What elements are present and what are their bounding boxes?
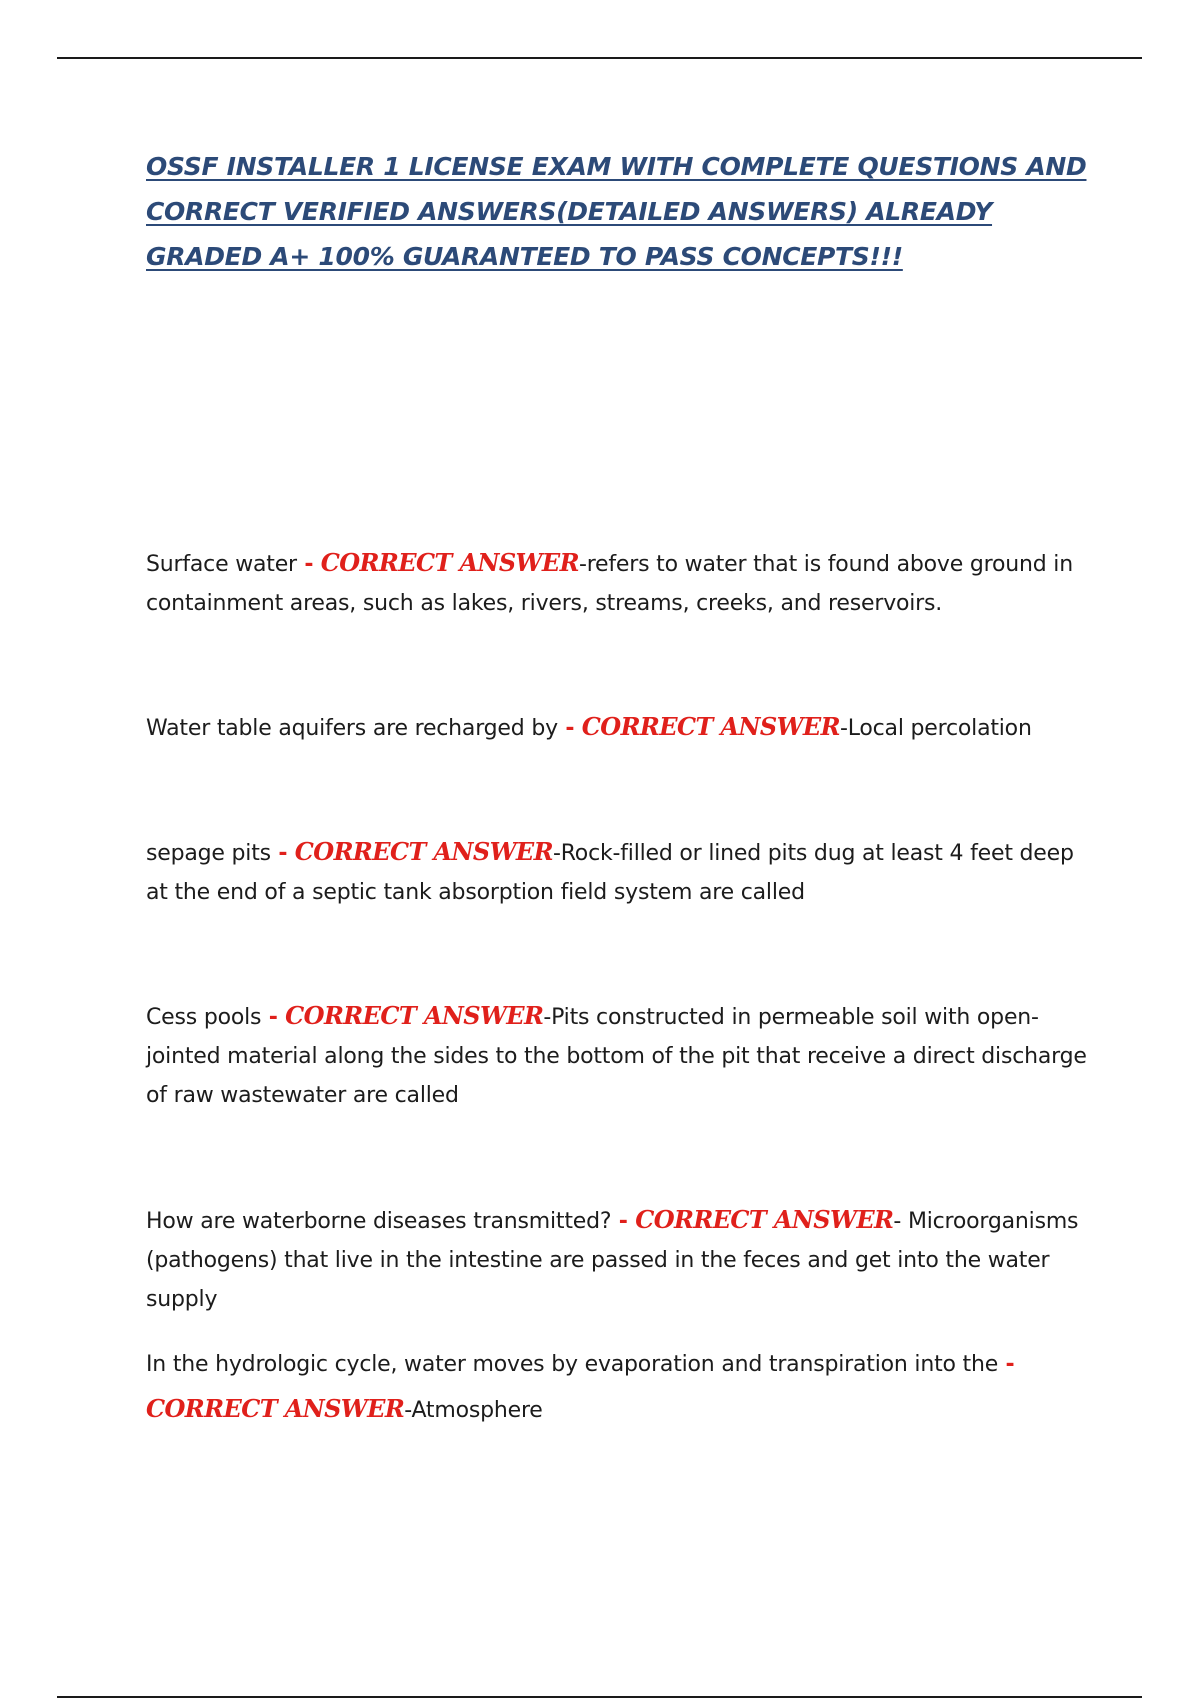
correct-answer-label: CORRECT ANSWER: [635, 1205, 894, 1234]
question-text: sepage pits: [146, 841, 271, 866]
correct-answer-label: CORRECT ANSWER: [146, 1394, 405, 1423]
question-text: Water table aquifers are recharged by: [146, 716, 558, 741]
qa-item: [146, 1343, 1096, 1433]
question-text: In the hydrologic cycle, water moves by evaporation and transpiration into the: [146, 1352, 999, 1377]
separator: -: [611, 1209, 636, 1234]
separator: -: [998, 1352, 1015, 1377]
top-rule: [57, 57, 1142, 59]
correct-answer-label: CORRECT ANSWER: [320, 548, 579, 577]
bottom-rule: [57, 1696, 1142, 1698]
document-title: OSSF INSTALLER 1 LICENSE EXAM WITH COMPLETE QUESTIONS AND CORRECT VERIFIED ANSWERS(DETAILED ANSWERS) ALREADY GRADED A+ 100% GUARANTEED TO PASS CONCEPTS!!!: [146, 152, 1087, 271]
correct-answer-label: CORRECT ANSWER: [581, 712, 840, 741]
separator: -: [557, 716, 582, 741]
qa-item: [146, 1200, 1096, 1319]
separator: -: [270, 841, 295, 866]
separator: -: [296, 552, 321, 577]
question-text: How are waterborne diseases transmitted?: [146, 1209, 612, 1234]
answer-text: - Microorganisms (pathogens) that live in the intestine are passed in the feces and get into the water supply: [146, 1209, 1079, 1312]
qa-item: [146, 996, 1096, 1115]
qa-item: [146, 832, 1096, 912]
answer-text: -Rock-filled or lined pits dug at least 4 feet deep at the end of a septic tank absorption field system are called: [146, 841, 1074, 905]
answer-text: -refers to water that is found above ground in containment areas, such as lakes, rivers, streams, creeks, and reservoirs.: [146, 552, 1073, 616]
answer-text: -Atmosphere: [404, 1398, 543, 1423]
qa-item: [146, 543, 1096, 623]
answer-text: -Local percolation: [839, 716, 1032, 741]
question-text: Cess pools: [146, 1005, 262, 1030]
qa-item: [146, 707, 1096, 748]
question-text: Surface water: [146, 552, 297, 577]
correct-answer-label: CORRECT ANSWER: [294, 837, 553, 866]
correct-answer-label: CORRECT ANSWER: [285, 1001, 544, 1030]
answer-text: -Pits constructed in permeable soil with open-jointed material along the sides to the bottom of the pit that receive a direct discharge of raw wastewater are called: [146, 1005, 1087, 1108]
separator: -: [261, 1005, 286, 1030]
